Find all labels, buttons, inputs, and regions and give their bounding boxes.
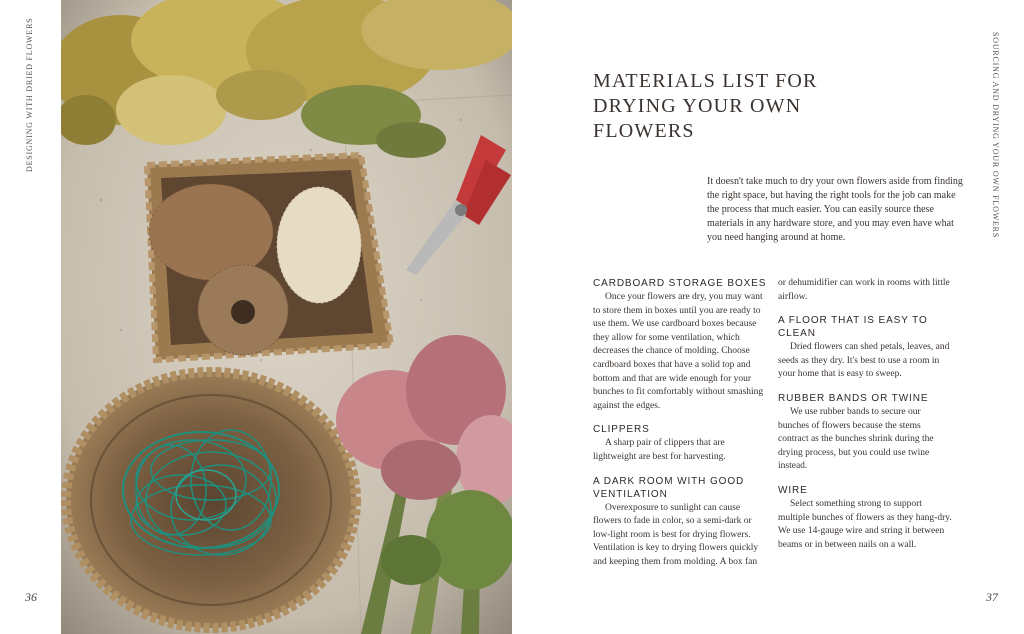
section-body-clippers: A sharp pair of clippers that are lightweight are best for harvesting. — [593, 438, 726, 462]
section-heading-wire: WIRE — [778, 484, 808, 496]
right-running-header: SOURCING AND DRYING YOUR OWN FLOWERS — [991, 32, 1000, 239]
section-body-dark-room: Overexposure to sunlight can cause flowers to fade in color, so a semi-dark or low-light room is best for drying flowers. Ventilation is key to drying flowers quickly and keeping them from molding. A box fan — [593, 502, 759, 567]
text-column-2 — [778, 277, 953, 562]
section-heading-floor: A FLOOR THAT IS EASY TO CLEAN — [778, 315, 928, 340]
left-running-header: DESIGNING WITH DRIED FLOWERS — [25, 17, 34, 172]
section-body-storage-boxes: Once your flowers are dry, you may want to store them in boxes until you are ready to use them. We use cardboard boxes because they allow for some ventilation, which decreases the chance of molding. Choose cardboard boxes that have a solid top and bottom and that are wide enough for your bunches to fit comfortably without smashing against the edges. — [593, 292, 764, 411]
right-page — [512, 0, 1024, 634]
section-heading-dark-room: A DARK ROOM WITH GOOD VENTILATION — [593, 475, 745, 500]
continued-text: or dehumidifier can work in rooms with little airflow. — [778, 278, 950, 302]
section-body-wire: Select something strong to support multiple bunches of flowers as they hang-dry. We use 14-gauge wire and string it between beams or in between nails on a wall. — [778, 498, 952, 550]
intro-paragraph: It doesn't take much to dry your own flowers aside from finding the right space, but having the right tools for the job can make the process that much easier. You can easily source these materials in any hardware store, and you may even have what you need hanging around at home. — [707, 176, 963, 243]
left-page-number: 36 — [25, 590, 37, 604]
right-page-number: 37 — [986, 590, 998, 604]
section-heading-clippers: CLIPPERS — [593, 424, 650, 436]
section-heading-storage-boxes: CARDBOARD STORAGE BOXES — [593, 278, 767, 289]
section-body-rubber-bands: We use rubber bands to secure our bunches of flowers because the stems contract as the bunches shrink during the drying process, but you could use twine instead. — [778, 406, 934, 472]
section-heading-rubber-bands: RUBBER BANDS OR TWINE — [778, 392, 929, 404]
text-column-1 — [593, 277, 768, 580]
page-title: MATERIALS LIST FOR DRYING YOUR OWN FLOWERS — [593, 70, 818, 142]
flowers-photo — [61, 0, 512, 634]
section-body-floor: Dried flowers can shed petals, leaves, and seeds as they dry. It's best to use a room in your home that is easy to sweep. — [778, 342, 950, 380]
